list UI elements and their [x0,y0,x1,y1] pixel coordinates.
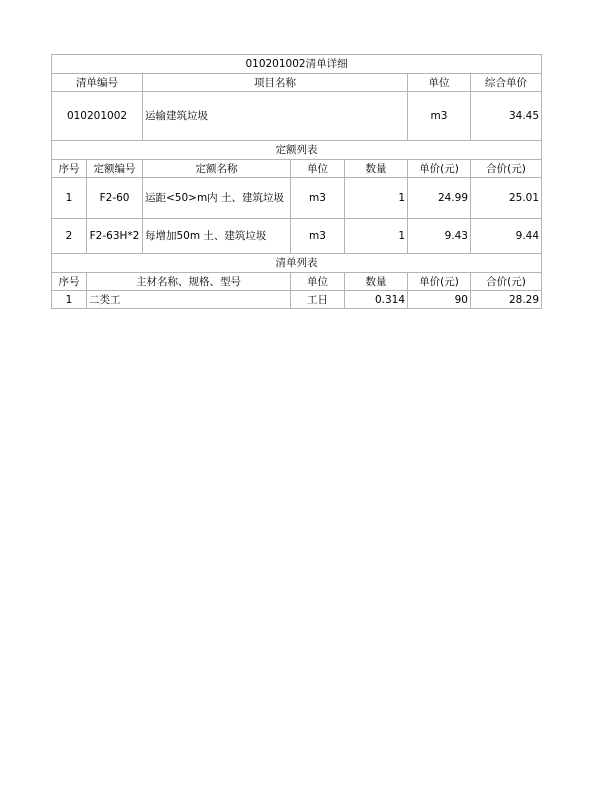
quota-total-header: 合价(元) [471,160,542,178]
bill-detail-table [51,54,542,309]
bill-unit: m3 [408,92,471,141]
material-seq: 1 [52,291,87,309]
quota-qty-header: 数量 [345,160,408,178]
material-header-row [52,273,542,291]
quota-name: 每增加50m 土、建筑垃圾 [143,219,291,254]
quota-section-title: 定额列表 [52,141,542,160]
title-row [52,55,542,74]
quota-name-header: 定额名称 [143,160,291,178]
bill-unit-header: 单位 [408,74,471,92]
quota-header-row [52,160,542,178]
quota-unit-header: 单位 [291,160,345,178]
material-section-title: 清单列表 [52,254,542,273]
quota-code: F2-63H*2 [87,219,143,254]
quota-total: 9.44 [471,219,542,254]
material-total-header: 合价(元) [471,273,542,291]
bill-code-header: 清单编号 [52,74,143,92]
quota-code: F2-60 [87,178,143,219]
quota-code-header: 定额编号 [87,160,143,178]
quota-seq-header: 序号 [52,160,87,178]
material-unit-price: 90 [408,291,471,309]
quota-seq: 1 [52,178,87,219]
bill-code: 010201002 [52,92,143,141]
quota-qty: 1 [345,178,408,219]
quota-unit: m3 [291,178,345,219]
bill-name-header: 项目名称 [143,74,408,92]
material-seq-header: 序号 [52,273,87,291]
material-name-header: 主材名称、规格、型号 [87,273,291,291]
material-section-row [52,254,542,273]
quota-unit-price: 24.99 [408,178,471,219]
quota-name: 运距<50>m内 土、建筑垃圾 [143,178,291,219]
table-row [52,291,542,309]
material-qty: 0.314 [345,291,408,309]
quota-seq: 2 [52,219,87,254]
bill-price-header: 综合单价 [471,74,542,92]
material-qty-header: 数量 [345,273,408,291]
bill-header-row [52,74,542,92]
table-row [52,219,542,254]
quota-qty: 1 [345,219,408,254]
material-unit-price-header: 单价(元) [408,273,471,291]
table-row [52,178,542,219]
table-title: 010201002清单详细 [52,55,542,74]
bill-name: 运输建筑垃圾 [143,92,408,141]
quota-unit-price-header: 单价(元) [408,160,471,178]
bill-price: 34.45 [471,92,542,141]
material-name: 二类工 [87,291,291,309]
quota-unit: m3 [291,219,345,254]
quota-unit-price: 9.43 [408,219,471,254]
bill-row [52,92,542,141]
material-unit-header: 单位 [291,273,345,291]
material-total: 28.29 [471,291,542,309]
quota-total: 25.01 [471,178,542,219]
quota-section-row [52,141,542,160]
material-unit: 工日 [291,291,345,309]
